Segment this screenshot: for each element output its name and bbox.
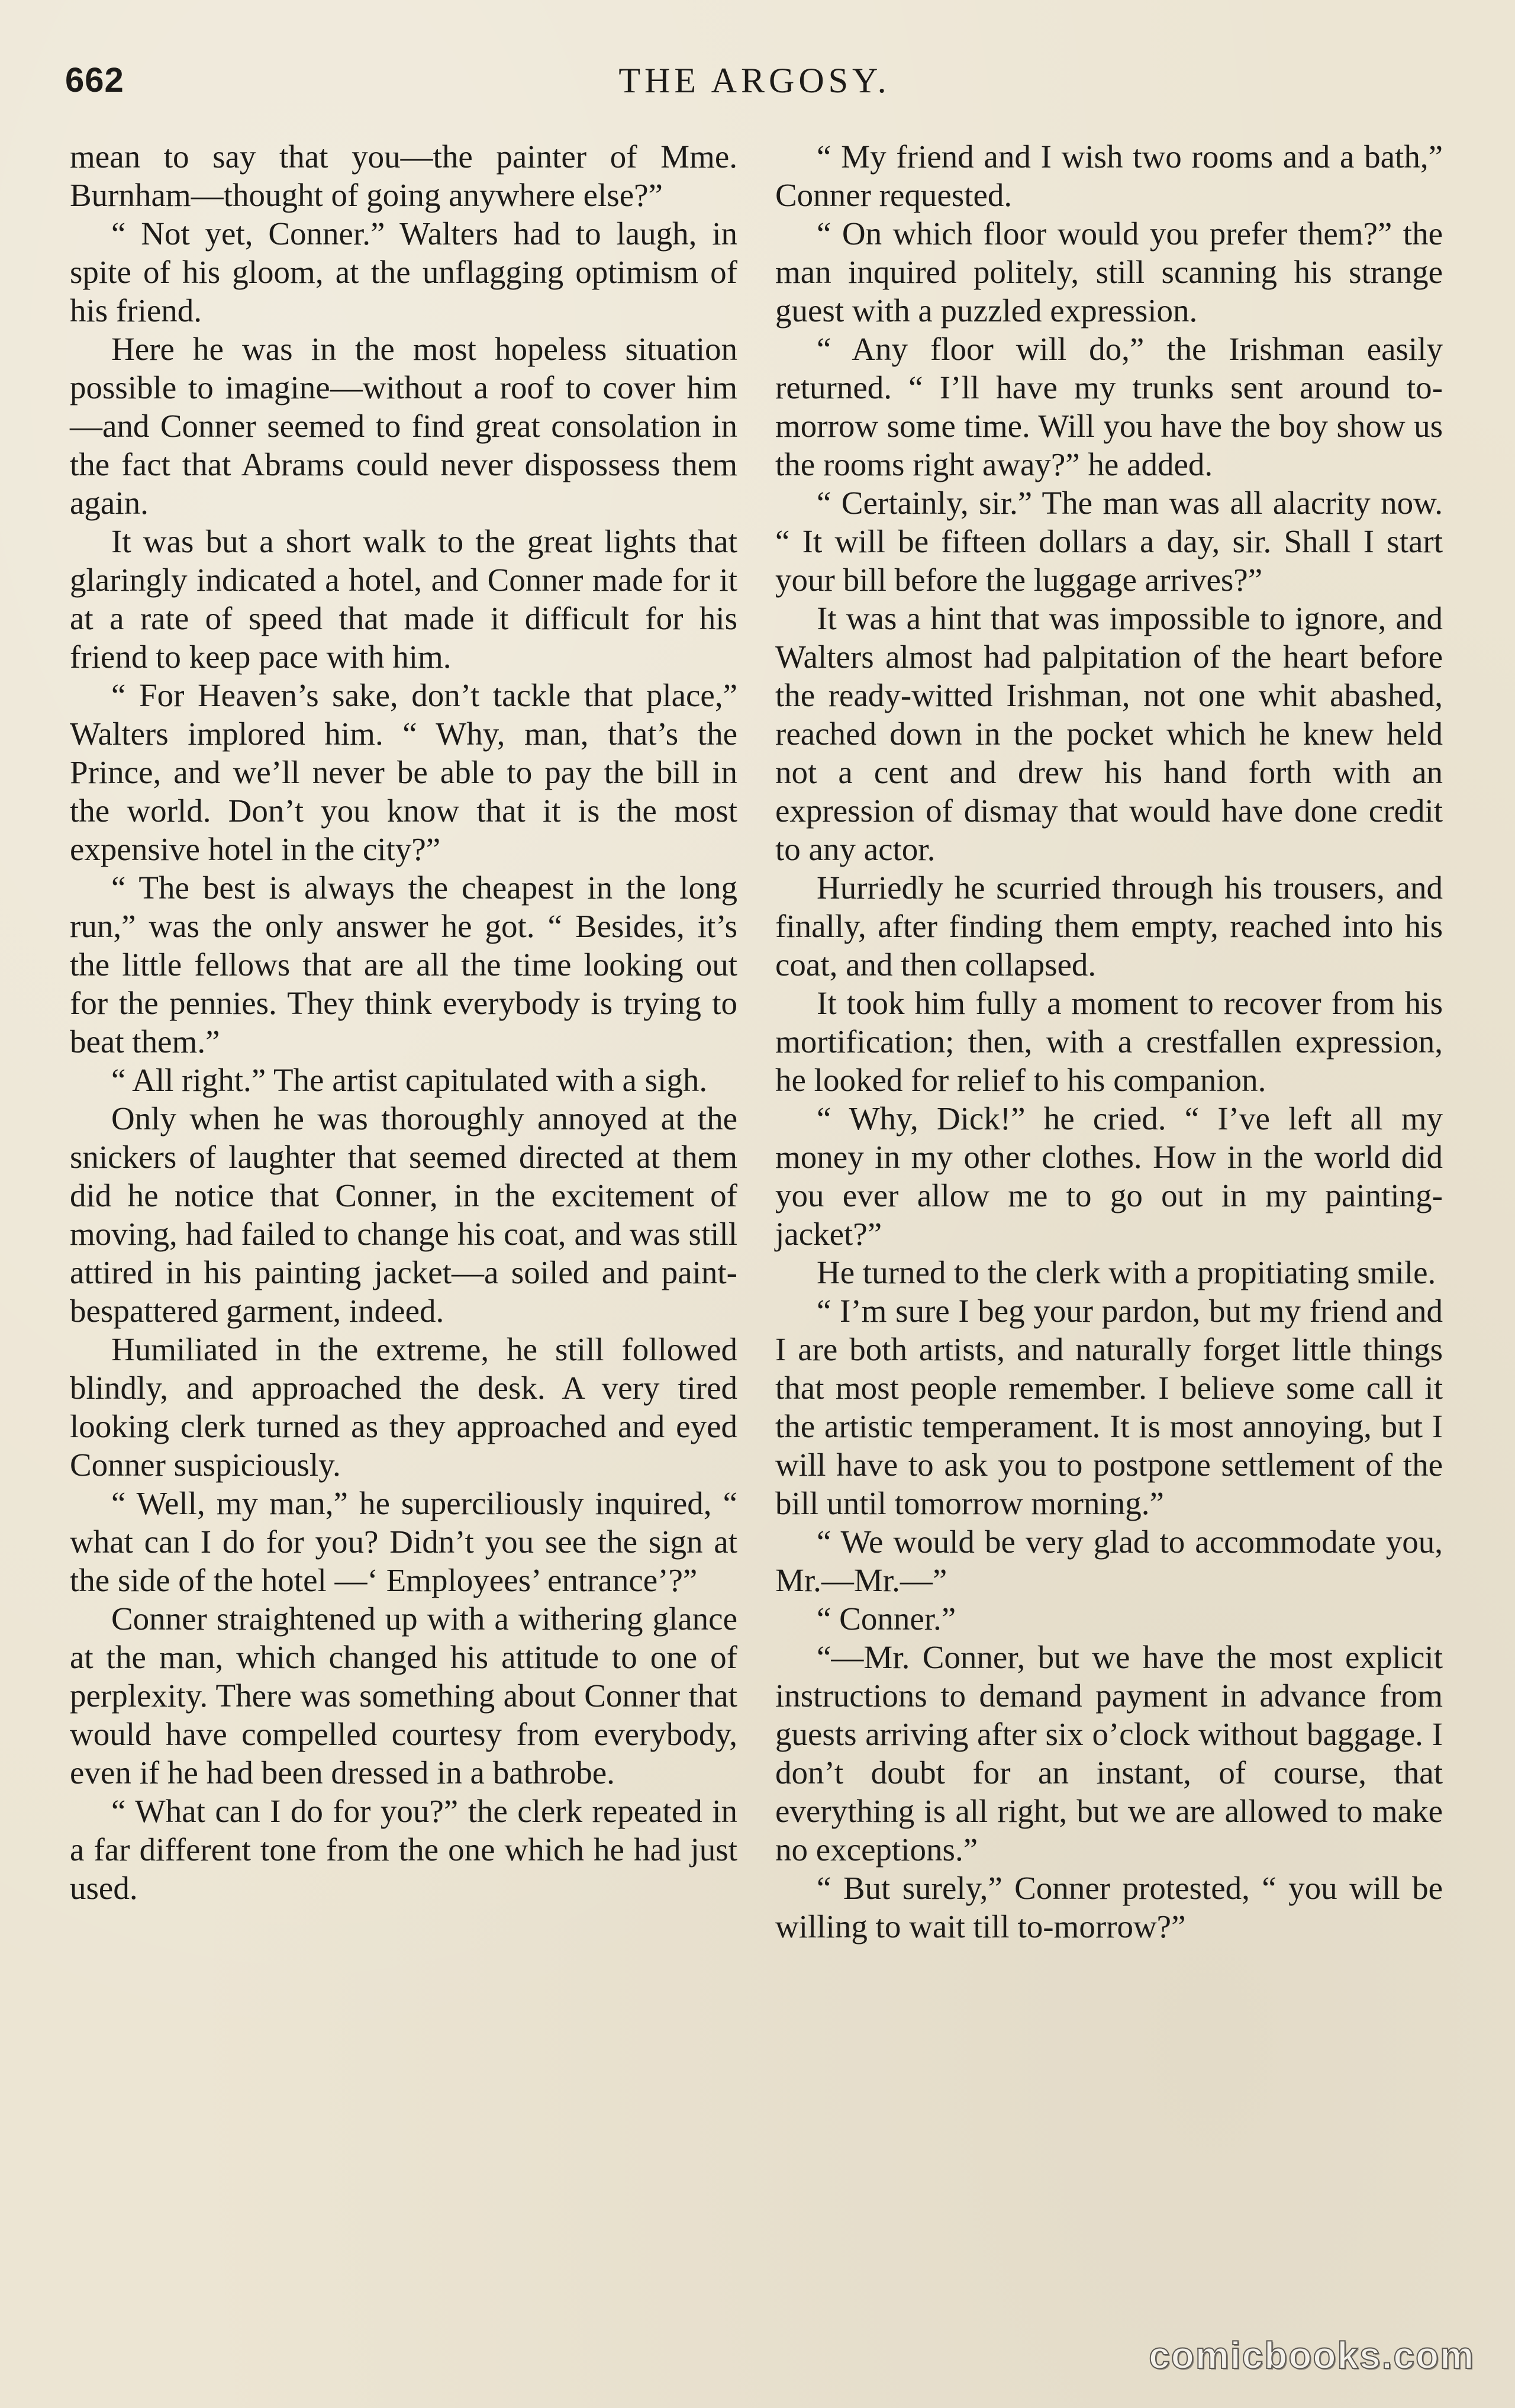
paragraph: “ On which floor would you prefer them?” the man inquired politely, still scanning his strange guest with a puzzled expression. — [775, 215, 1443, 329]
paragraph: “ The best is always the cheapest in the long run,” was the only answer he got. “ Besides, it’s the little fellows that are all the time looking out for the pennies. They think everybody is trying to beat them.” — [70, 870, 737, 1060]
paragraph: It was a hint that was impossible to ignore, and Walters almost had palpitation of the heart before the ready-witted Irishman, not one whit abashed, reached down in the pocket which he knew held not a cent and drew his hand forth with an expression of dismay that would have done credit to any actor. — [775, 600, 1443, 867]
paragraph: “ But surely,” Conner protested, “ you will be willing to wait till to-morrow?” — [775, 1870, 1443, 1945]
paragraph: “ Why, Dick!” he cried. “ I’ve left all my money in my other clothes. How in the world did you ever allow me to go out in my painting-jacket?” — [775, 1100, 1443, 1252]
paragraph: “ Certainly, sir.” The man was all alacrity now. “ It will be fifteen dollars a day, sir. Shall I start your bill before the luggage arrives?” — [775, 485, 1443, 598]
paragraph: Humiliated in the extreme, he still followed blindly, and approached the desk. A very tired looking clerk turned as they approached and eyed Conner suspiciously. — [70, 1331, 737, 1483]
paragraph: Only when he was thoroughly annoyed at the snickers of laughter that seemed directed at them did he notice that Conner, in the excitement of moving, had failed to change his coat, and was still attired in his painting jacket—a soiled and paint-bespattered garment, indeed. — [70, 1100, 737, 1329]
paragraph: “ Conner.” — [817, 1601, 956, 1637]
paragraph: Hurriedly he scurried through his trousers, and finally, after finding them empty, reached into his coat, and then collapsed. — [775, 870, 1443, 983]
paragraph: mean to say that you—the painter of Mme. Burnham—thought of going anywhere else?” — [70, 139, 737, 213]
paragraph: “ Any floor will do,” the Irishman easily returned. “ I’ll have my trunks sent around to-morrow some time. Will you have the boy show us the rooms right away?” he added. — [775, 331, 1443, 482]
right-column — [775, 137, 1443, 1946]
paragraph: “ Well, my man,” he superciliously inquired, “ what can I do for you? Didn’t you see the sign at the side of the hotel —‘ Employees’ entrance’?” — [70, 1485, 737, 1598]
paragraph: “ Not yet, Conner.” Walters had to laugh, in spite of his gloom, at the unflagging optimism of his friend. — [70, 215, 737, 329]
paragraph: He turned to the clerk with a propitiating smile. — [817, 1254, 1436, 1290]
watermark: comicbooks.com — [1149, 2334, 1475, 2377]
paragraph: Conner straightened up with a withering glance at the man, which changed his attitude to one of perplexity. There was something about Conner that would have compelled courtesy from everybody, even if he had been dressed in a bathrobe. — [70, 1601, 737, 1791]
paragraph: “ All right.” The artist capitulated with a sigh. — [111, 1062, 708, 1098]
left-column — [70, 137, 737, 1907]
paragraph: “ We would be very glad to accommodate you, Mr.—Mr.—” — [775, 1524, 1443, 1598]
page-header — [65, 57, 1444, 104]
paragraph: “ For Heaven’s sake, don’t tackle that place,” Walters implored him. “ Why, man, that’s the Prince, and we’ll never be able to pay the bill in the world. Don’t you know that it is the most expensive hotel in the city?” — [70, 677, 737, 867]
running-title: THE ARGOSY. — [618, 61, 891, 100]
paragraph: It took him fully a moment to recover from his mortification; then, with a crestfallen expression, he looked for relief to his companion. — [775, 985, 1443, 1098]
paragraph: It was but a short walk to the great lights that glaringly indicated a hotel, and Conner made for it at a rate of speed that made it difficult for his friend to keep pace with him. — [70, 523, 737, 675]
paragraph: Here he was in the most hopeless situation possible to imagine—without a roof to cover him—and Conner seemed to find great consolation in the fact that Abrams could never dispossess them again. — [70, 331, 737, 521]
paragraph: “ My friend and I wish two rooms and a bath,” Conner requested. — [775, 139, 1443, 213]
paragraph: “—Mr. Conner, but we have the most explicit instructions to demand payment in advance from guests arriving after six o’clock without baggage. I don’t doubt for an instant, of course, that everything is all right, but we are allowed to make no exceptions.” — [775, 1639, 1443, 1868]
page-number: 662 — [65, 61, 124, 99]
paragraph: “ I’m sure I beg your pardon, but my friend and I are both artists, and naturally forget little things that most people remember. I believe some call it the artistic temperament. It is most annoying, but I will have to ask you to postpone settlement of the bill until tomorrow morning.” — [775, 1293, 1443, 1521]
paragraph: “ What can I do for you?” the clerk repeated in a far different tone from the one which he had just used. — [70, 1793, 737, 1906]
